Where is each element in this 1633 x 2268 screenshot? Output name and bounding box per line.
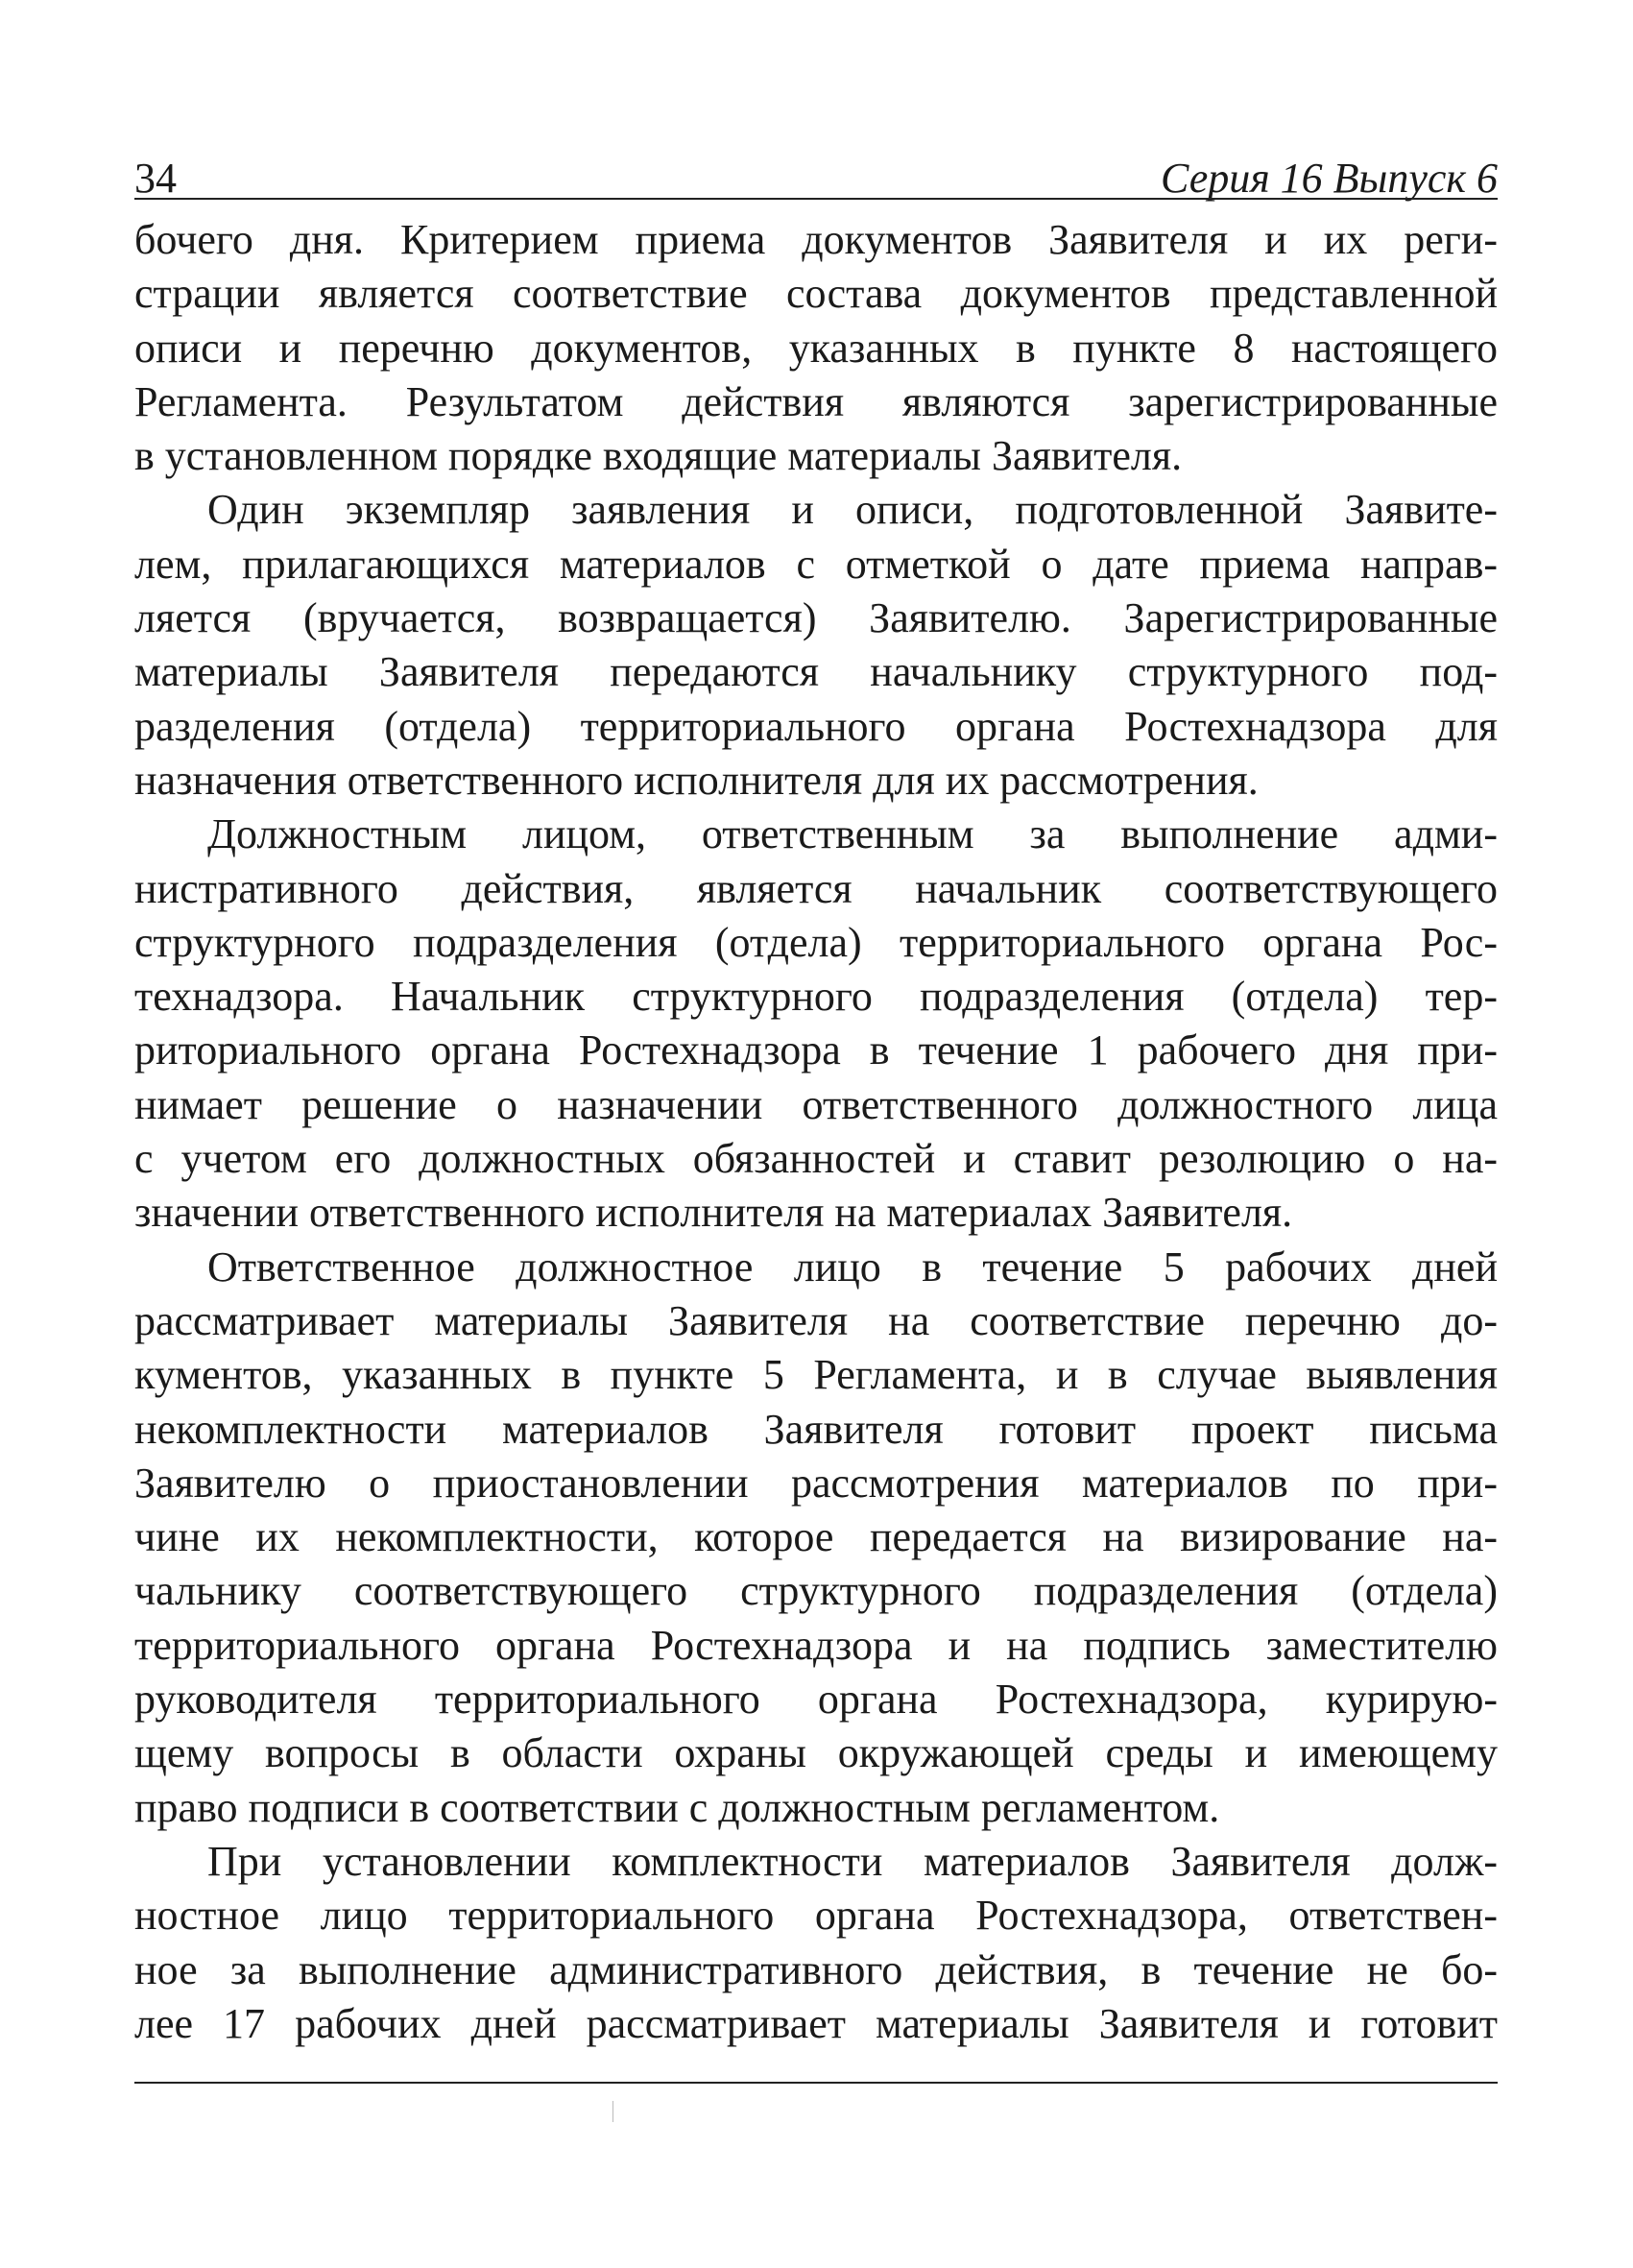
- text-line: в установленном порядке входящие материалы Заявителя.: [134, 432, 1183, 480]
- text-line: рассматривает материалы Заявителя на соответствие перечню до-: [134, 1296, 1498, 1344]
- paragraph-5: [134, 1835, 1498, 2051]
- text-line: с учетом его должностных обязанностей и ставит резолюцию о на-: [134, 1135, 1498, 1183]
- text-line: страции является соответствие состава документов представленной: [134, 270, 1498, 318]
- text-line: назначения ответственного исполнителя для их рассмотрения.: [134, 756, 1259, 804]
- text-line: кументов, указанных в пункте 5 Регламента, и в случае выявления: [134, 1351, 1498, 1399]
- text-line: ностное лицо территориального органа Ростехнадзора, ответствен-: [134, 1892, 1498, 1940]
- text-line: право подписи в соответствии с должностным регламентом.: [134, 1783, 1220, 1831]
- text-line: лем, прилагающихся материалов с отметкой о дате приема направ-: [134, 540, 1498, 588]
- paragraph-3: [134, 808, 1498, 1240]
- text-line: риториального органа Ростехнадзора в течение 1 рабочего дня при-: [134, 1026, 1498, 1074]
- text-line: нистративного действия, является начальник соответствующего: [134, 864, 1498, 912]
- text-line: Должностным лицом, ответственным за выполнение адми-: [207, 810, 1498, 858]
- body-text: [134, 213, 1498, 2051]
- footer-rule: [134, 2082, 1498, 2084]
- paragraph-2: [134, 483, 1498, 808]
- text-line: лее 17 рабочих дней рассматривает материалы Заявителя и готовит: [134, 1999, 1498, 2047]
- series-title: Серия 16 Выпуск 6: [1161, 155, 1498, 202]
- text-line: бочего дня. Критерием приема документов Заявителя и их реги-: [134, 216, 1498, 263]
- paragraph-1: [134, 213, 1498, 483]
- text-line: щему вопросы в области охраны окружающей среды и имеющему: [134, 1729, 1498, 1777]
- text-line: описи и перечню документов, указанных в пункте 8 настоящего: [134, 324, 1498, 372]
- text-line: При установлении комплектности материалов Заявителя долж-: [207, 1837, 1498, 1885]
- text-line: ляется (вручается, возвращается) Заявителю. Зарегистрированные: [134, 594, 1498, 642]
- text-line: технадзора. Начальник структурного подразделения (отдела) тер-: [134, 973, 1498, 1021]
- text-line: руководителя территориального органа Ростехнадзора, курирую-: [134, 1676, 1498, 1724]
- text-line: значении ответственного исполнителя на материалах Заявителя.: [134, 1189, 1293, 1237]
- header-rule: [134, 198, 1498, 200]
- text-line: Ответственное должностное лицо в течение 5 рабочих дней: [207, 1243, 1498, 1291]
- text-line: Регламента. Результатом действия являются зарегистрированные: [134, 377, 1498, 425]
- text-line: чальнику соответствующего структурного подразделения (отдела): [134, 1567, 1498, 1615]
- running-header: [134, 144, 1498, 200]
- text-line: чине их некомплектности, которое передается на визирование на-: [134, 1513, 1498, 1561]
- crop-mark: [612, 2101, 613, 2122]
- text-line: Заявителю о приостановлении рассмотрения материалов по при-: [134, 1459, 1498, 1507]
- text-line: территориального органа Ростехнадзора и на подпись заместителю: [134, 1621, 1498, 1669]
- page-number: 34: [134, 155, 177, 202]
- text-line: некомплектности материалов Заявителя готовит проект письма: [134, 1405, 1498, 1453]
- text-line: структурного подразделения (отдела) территориального органа Рос-: [134, 918, 1498, 966]
- text-line: ное за выполнение административного действия, в течение не бо-: [134, 1945, 1498, 1993]
- paragraph-4: [134, 1241, 1498, 1835]
- text-line: разделения (отдела) территориального органа Ростехнадзора для: [134, 702, 1498, 750]
- text-line: нимает решение о назначении ответственного должностного лица: [134, 1080, 1498, 1128]
- text-line: Один экземпляр заявления и описи, подготовленной Заявите-: [207, 486, 1498, 534]
- text-line: материалы Заявителя передаются начальнику структурного под-: [134, 648, 1498, 696]
